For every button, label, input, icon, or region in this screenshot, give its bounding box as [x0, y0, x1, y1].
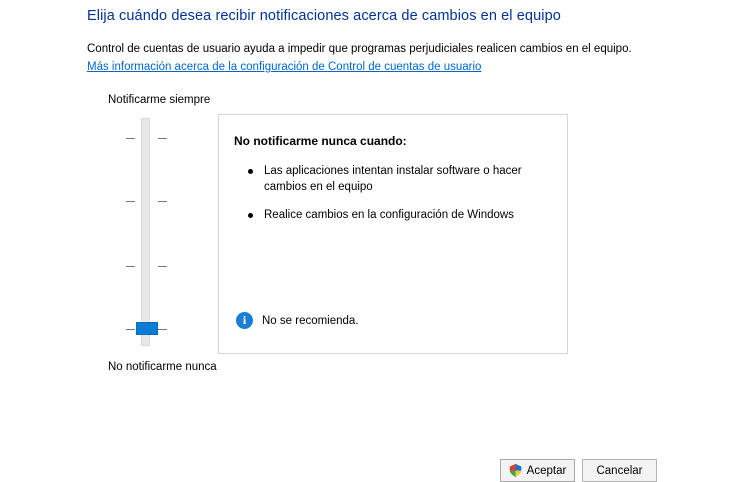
slider-top-label: Notificarme siempre	[108, 94, 211, 106]
slider-bottom-label: No notificarme nunca	[108, 361, 217, 373]
cancel-button-label: Cancelar	[596, 464, 643, 477]
panel-title: No notificarme nunca cuando:	[234, 134, 407, 148]
ok-button-label: Aceptar	[526, 464, 567, 477]
dialog-button-row	[500, 459, 657, 482]
level-description-panel	[218, 114, 568, 354]
list-item: Las aplicaciones intentan instalar software o hacer cambios en el equipo	[234, 163, 554, 195]
panel-bullet-list	[234, 163, 554, 235]
cancel-button[interactable]	[582, 459, 657, 482]
slider-tick-right-2	[158, 201, 167, 202]
slider-tick-left-3	[126, 266, 135, 267]
slider-tick-right-3	[158, 266, 167, 267]
notification-level-slider[interactable]	[108, 118, 178, 348]
slider-tick-right-4	[158, 329, 167, 330]
shield-icon	[509, 464, 522, 477]
info-icon: i	[236, 312, 253, 329]
recommendation-row	[236, 312, 359, 329]
page-title: Elija cuándo desea recibir notificaciones acerca de cambios en el equipo	[87, 8, 561, 24]
more-info-link[interactable]: Más información acerca de la configuración de Control de cuentas de usuario	[87, 61, 482, 73]
ok-button[interactable]	[500, 459, 575, 482]
slider-track[interactable]	[141, 118, 150, 346]
slider-tick-right-1	[158, 138, 167, 139]
slider-tick-left-4	[126, 329, 135, 330]
recommendation-text: No se recomienda.	[262, 314, 359, 327]
slider-tick-left-1	[126, 138, 135, 139]
slider-thumb[interactable]	[136, 322, 158, 335]
slider-tick-left-2	[126, 201, 135, 202]
list-item: Realice cambios en la configuración de Windows	[234, 207, 554, 223]
page-description: Control de cuentas de usuario ayuda a impedir que programas perjudiciales realicen cambios en el equipo.	[87, 43, 632, 55]
